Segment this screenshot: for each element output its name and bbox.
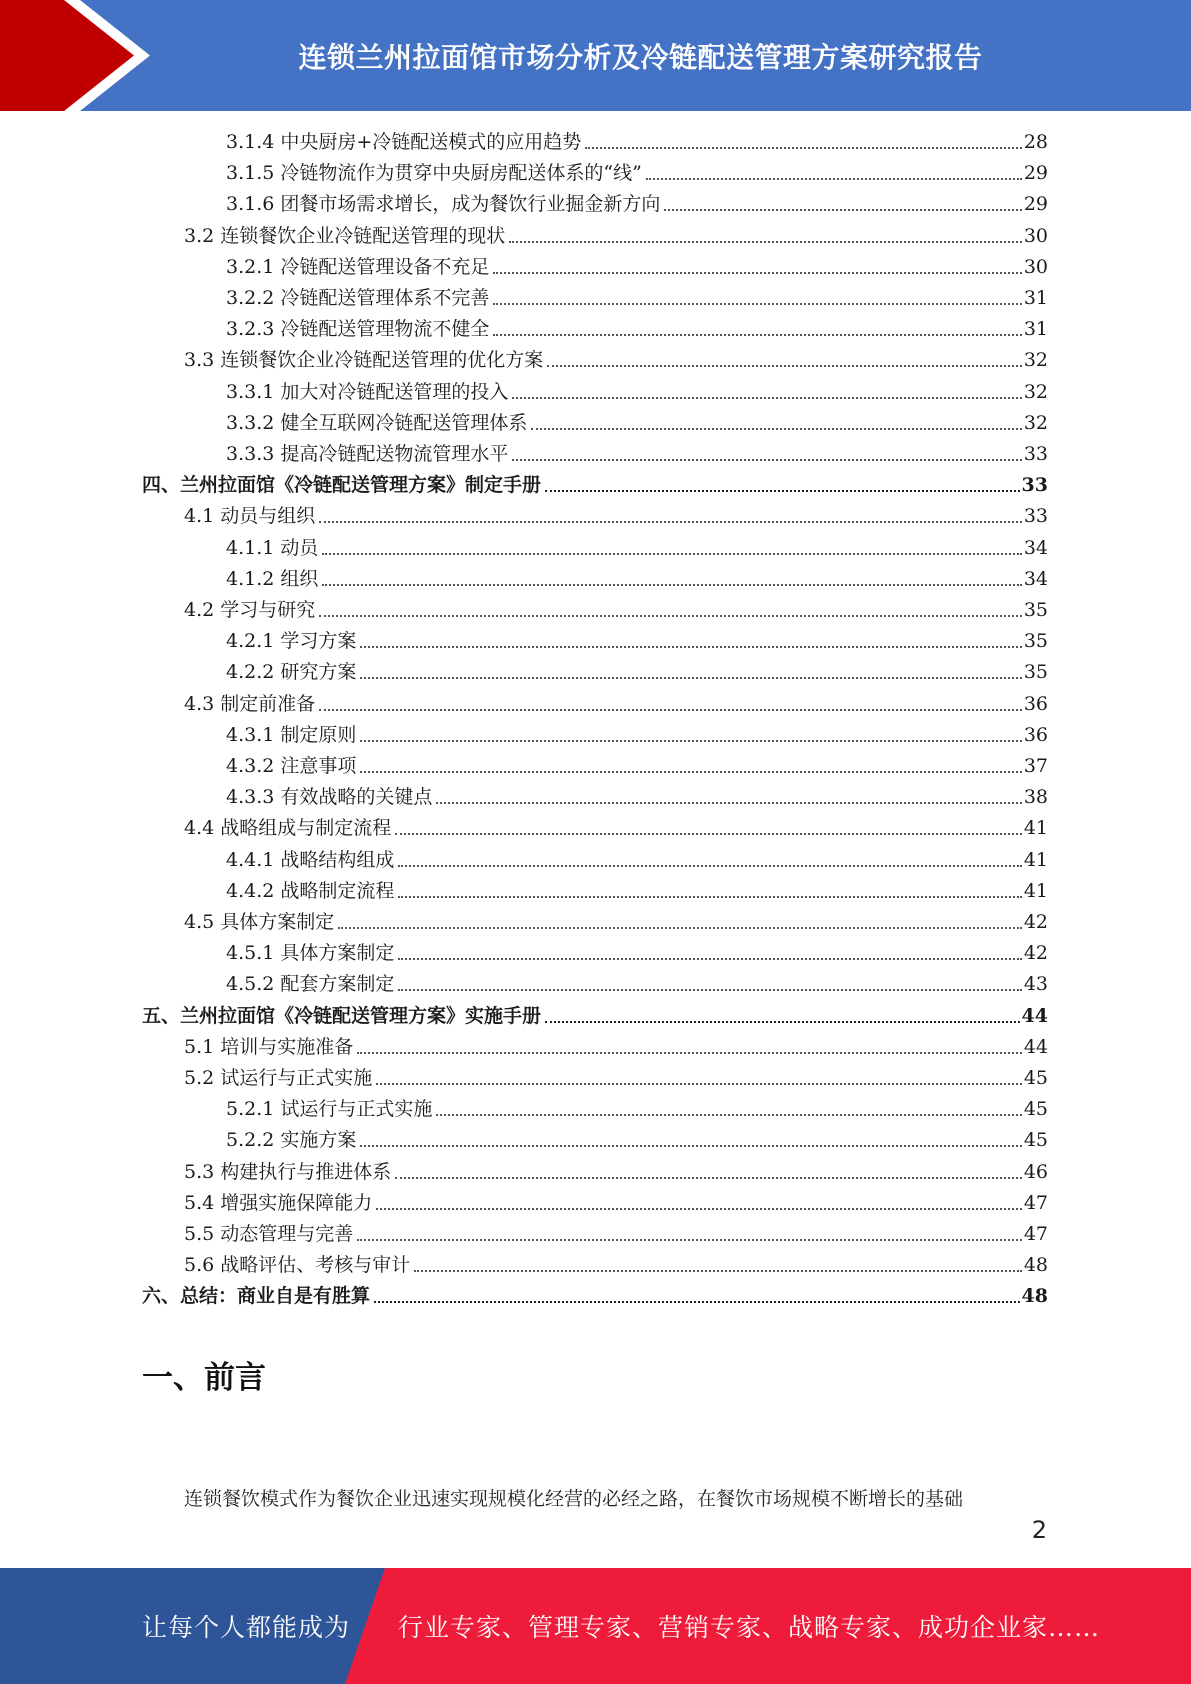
toc-entry-page: 44 <box>1023 1035 1048 1058</box>
toc-entry-label: 3.1.4 中央厨房+冷链配送模式的应用趋势 <box>226 131 582 153</box>
toc-dot-leader <box>338 927 1022 929</box>
toc-dot-leader <box>357 1052 1022 1054</box>
toc-entry-page: 47 <box>1023 1191 1048 1214</box>
toc-dot-leader <box>436 1114 1021 1116</box>
toc-dot-leader <box>664 209 1021 211</box>
toc-entry-label: 3.3 连锁餐饮企业冷链配送管理的优化方案 <box>184 349 544 372</box>
toc-entry[interactable] <box>184 1219 1048 1249</box>
toc-entry-label: 4.1.1 动员 <box>226 536 319 559</box>
toc-entry-page: 29 <box>1023 193 1048 216</box>
toc-dot-leader <box>319 709 1022 711</box>
toc-entry[interactable] <box>184 345 1048 375</box>
body-paragraph: 连锁餐饮模式作为餐饮企业迅速实现规模化经营的必经之路，在餐饮市场规模不断增长的基础 <box>184 1488 964 1510</box>
toc-entry-label: 5.5 动态管理与完善 <box>184 1223 354 1245</box>
toc-entry-label: 5.6 战略评估、考核与审计 <box>184 1254 411 1277</box>
toc-entry-label: 5.2.2 实施方案 <box>226 1129 357 1152</box>
toc-entry-page: 29 <box>1023 162 1048 185</box>
toc-entry[interactable] <box>226 938 1048 968</box>
toc-entry-label: 3.2.2 冷链配送管理体系不完善 <box>226 287 490 309</box>
footer-slogan-right: 行业专家、管理专家、营销专家、战略专家、成功企业家…… <box>398 1613 1101 1642</box>
toc-entry-page: 30 <box>1023 224 1048 247</box>
toc-entry-label: 4.4.1 战略结构组成 <box>226 848 395 871</box>
toc-entry-label: 4.5 具体方案制定 <box>184 911 335 933</box>
toc-entry-label: 5.1 培训与实施准备 <box>184 1035 354 1058</box>
toc-entry-label: 4.3.3 有效战略的关键点 <box>226 786 433 809</box>
toc-entry-page: 35 <box>1023 661 1048 684</box>
toc-dot-leader <box>395 1177 1022 1179</box>
toc-entry[interactable] <box>184 1157 1048 1187</box>
toc-entry-label: 4.2.1 学习方案 <box>226 630 357 653</box>
toc-entry-label: 4.1.2 组织 <box>226 567 319 590</box>
toc-entry-label: 5.2 试运行与正式实施 <box>184 1067 373 1089</box>
toc-entry[interactable] <box>226 127 1048 157</box>
toc-entry-label: 六、总结：商业自是有胜算 <box>142 1285 371 1308</box>
toc-dot-leader <box>493 272 1021 274</box>
toc-entry-label: 3.2 连锁餐饮企业冷链配送管理的现状 <box>184 224 506 247</box>
header-title: 连锁兰州拉面馆市场分析及冷链配送管理方案研究报告 <box>298 40 983 74</box>
toc-dot-leader <box>360 1145 1021 1147</box>
toc-dot-leader <box>376 1208 1022 1210</box>
toc-entry-label: 3.1.5 冷链物流作为贯穿中央厨房配送体系的“线” <box>226 162 642 185</box>
toc-entry-page: 33 <box>1023 505 1048 528</box>
toc-entry-label: 四、兰州拉面馆《冷链配送管理方案》制定手册 <box>142 474 542 497</box>
toc-entry[interactable] <box>142 1001 1048 1031</box>
toc-dot-leader <box>414 1270 1022 1272</box>
toc-entry[interactable] <box>226 314 1048 344</box>
toc-entry[interactable] <box>226 439 1048 469</box>
toc-entry-page: 35 <box>1023 630 1048 653</box>
toc-dot-leader <box>493 334 1021 336</box>
toc-dot-leader <box>585 147 1022 149</box>
toc-dot-leader <box>360 771 1021 773</box>
toc-entry[interactable] <box>226 720 1048 750</box>
toc-entry[interactable] <box>226 845 1048 875</box>
toc-entry-label: 5.3 构建执行与推进体系 <box>184 1160 392 1183</box>
toc-entry[interactable] <box>226 782 1048 812</box>
toc-dot-leader <box>360 740 1021 742</box>
toc-entry-page: 34 <box>1023 536 1048 559</box>
toc-dot-leader <box>322 584 1021 586</box>
toc-entry-page: 30 <box>1023 255 1048 278</box>
toc-entry-page: 37 <box>1023 755 1048 777</box>
toc-dot-leader <box>493 303 1021 305</box>
toc-entry-page: 34 <box>1023 567 1048 590</box>
toc-entry[interactable] <box>184 595 1048 625</box>
toc-entry[interactable] <box>226 751 1048 781</box>
toc-entry[interactable] <box>226 1094 1048 1124</box>
toc-entry-page: 33 <box>1021 474 1048 497</box>
toc-entry[interactable] <box>226 252 1048 282</box>
toc-entry-page: 36 <box>1023 692 1048 715</box>
toc-entry[interactable] <box>226 626 1048 656</box>
toc-entry-page: 47 <box>1023 1223 1048 1245</box>
toc-entry-page: 45 <box>1023 1067 1048 1089</box>
toc-dot-leader <box>322 553 1021 555</box>
toc-dot-leader <box>512 397 1021 399</box>
toc-entry-page: 35 <box>1023 599 1048 621</box>
toc-entry-label: 4.5.1 具体方案制定 <box>226 942 395 965</box>
toc-entry-label: 4.3.2 注意事项 <box>226 755 357 777</box>
toc-entry-label: 3.3.2 健全互联网冷链配送管理体系 <box>226 411 528 434</box>
section-title: 一、前言 <box>142 1360 266 1396</box>
toc-dot-leader <box>360 646 1021 648</box>
toc-entry-label: 3.1.6 团餐市场需求增长，成为餐饮行业掘金新方向 <box>226 193 661 216</box>
toc-entry[interactable] <box>184 907 1048 937</box>
page-number: 2 <box>1031 1516 1047 1544</box>
toc-entry-page: 28 <box>1023 131 1048 153</box>
header-arrow-icon <box>0 0 160 111</box>
toc-entry-label: 4.4.2 战略制定流程 <box>226 879 395 902</box>
toc-entry-page: 45 <box>1023 1098 1048 1121</box>
toc-entry-page: 48 <box>1023 1254 1048 1277</box>
toc-entry-label: 4.4 战略组成与制定流程 <box>184 817 392 840</box>
toc-entry[interactable] <box>226 377 1048 407</box>
toc-dot-leader <box>545 490 1020 492</box>
toc-entry[interactable] <box>226 876 1048 906</box>
toc-entry[interactable] <box>184 813 1048 843</box>
toc-entry-page: 45 <box>1023 1129 1048 1152</box>
toc-entry-page: 41 <box>1023 817 1048 840</box>
toc-entry[interactable] <box>226 158 1048 188</box>
toc-entry-label: 4.3.1 制定原则 <box>226 723 357 746</box>
toc-entry[interactable] <box>184 1032 1048 1062</box>
toc-entry-label: 3.3.3 提高冷链配送物流管理水平 <box>226 443 509 465</box>
toc-dot-leader <box>646 178 1022 180</box>
toc-entry[interactable] <box>184 1063 1048 1093</box>
toc-entry-page: 38 <box>1023 786 1048 809</box>
toc-dot-leader <box>545 1021 1020 1023</box>
toc-entry-label: 4.3 制定前准备 <box>184 692 316 715</box>
toc-entry-page: 32 <box>1023 380 1048 403</box>
toc-entry[interactable] <box>184 1250 1048 1280</box>
toc-entry[interactable] <box>226 969 1048 999</box>
toc-dot-leader <box>374 1301 1020 1303</box>
toc-entry[interactable] <box>184 221 1048 251</box>
toc-entry[interactable] <box>226 533 1048 563</box>
toc-entry[interactable] <box>226 657 1048 687</box>
toc-entry-page: 36 <box>1023 723 1048 746</box>
toc-entry[interactable] <box>142 1281 1048 1311</box>
toc-dot-leader <box>398 896 1021 898</box>
toc-entry-label: 5.4 增强实施保障能力 <box>184 1191 373 1214</box>
toc-entry-label: 4.2.2 研究方案 <box>226 661 357 684</box>
toc-entry-page: 48 <box>1021 1285 1048 1308</box>
toc-entry-label: 4.5.2 配套方案制定 <box>226 973 395 996</box>
toc-entry[interactable] <box>142 470 1048 500</box>
toc-entry-page: 31 <box>1023 318 1048 341</box>
toc-entry-label: 3.2.3 冷链配送管理物流不健全 <box>226 318 490 341</box>
toc-dot-leader <box>319 521 1022 523</box>
toc-dot-leader <box>509 241 1022 243</box>
toc-entry-page: 41 <box>1023 848 1048 871</box>
toc-dot-leader <box>531 428 1021 430</box>
toc-entry[interactable] <box>226 408 1048 438</box>
footer-slogan-left: 让每个人都能成为 <box>142 1613 351 1642</box>
toc-entry-page: 42 <box>1023 911 1048 933</box>
toc-dot-leader <box>436 802 1021 804</box>
toc-entry[interactable] <box>226 1125 1048 1155</box>
toc-entry[interactable] <box>184 689 1048 719</box>
toc-dot-leader <box>395 833 1022 835</box>
toc-entry[interactable] <box>226 564 1048 594</box>
toc-dot-leader <box>547 365 1022 367</box>
toc-entry-page: 33 <box>1023 443 1048 465</box>
toc-entry[interactable] <box>184 501 1048 531</box>
toc-entry-page: 44 <box>1021 1004 1048 1027</box>
toc-entry-label: 3.3.1 加大对冷链配送管理的投入 <box>226 380 509 403</box>
toc-dot-leader <box>398 958 1021 960</box>
toc-dot-leader <box>360 677 1021 679</box>
toc-entry-page: 46 <box>1023 1160 1048 1183</box>
toc-entry-page: 43 <box>1023 973 1048 996</box>
toc-entry-label: 4.2 学习与研究 <box>184 599 316 621</box>
toc-dot-leader <box>376 1083 1022 1085</box>
toc-entry-page: 32 <box>1023 411 1048 434</box>
toc-entry-label: 3.2.1 冷链配送管理设备不充足 <box>226 255 490 278</box>
toc-dot-leader <box>319 615 1022 617</box>
toc-entry-page: 41 <box>1023 879 1048 902</box>
toc-dot-leader <box>398 989 1021 991</box>
toc-dot-leader <box>398 865 1021 867</box>
toc-entry[interactable] <box>226 283 1048 313</box>
toc-entry[interactable] <box>184 1188 1048 1218</box>
toc-entry-page: 42 <box>1023 942 1048 965</box>
toc-dot-leader <box>512 459 1021 461</box>
toc-entry-label: 5.2.1 试运行与正式实施 <box>226 1098 433 1121</box>
toc-dot-leader <box>357 1239 1022 1241</box>
page-footer <box>0 1568 1191 1684</box>
toc-entry-label: 五、兰州拉面馆《冷链配送管理方案》实施手册 <box>142 1004 542 1027</box>
toc-entry-label: 4.1 动员与组织 <box>184 505 316 528</box>
toc-entry[interactable] <box>226 189 1048 219</box>
toc-entry-page: 31 <box>1023 287 1048 309</box>
toc-entry-page: 32 <box>1023 349 1048 372</box>
page-header <box>0 0 1191 111</box>
